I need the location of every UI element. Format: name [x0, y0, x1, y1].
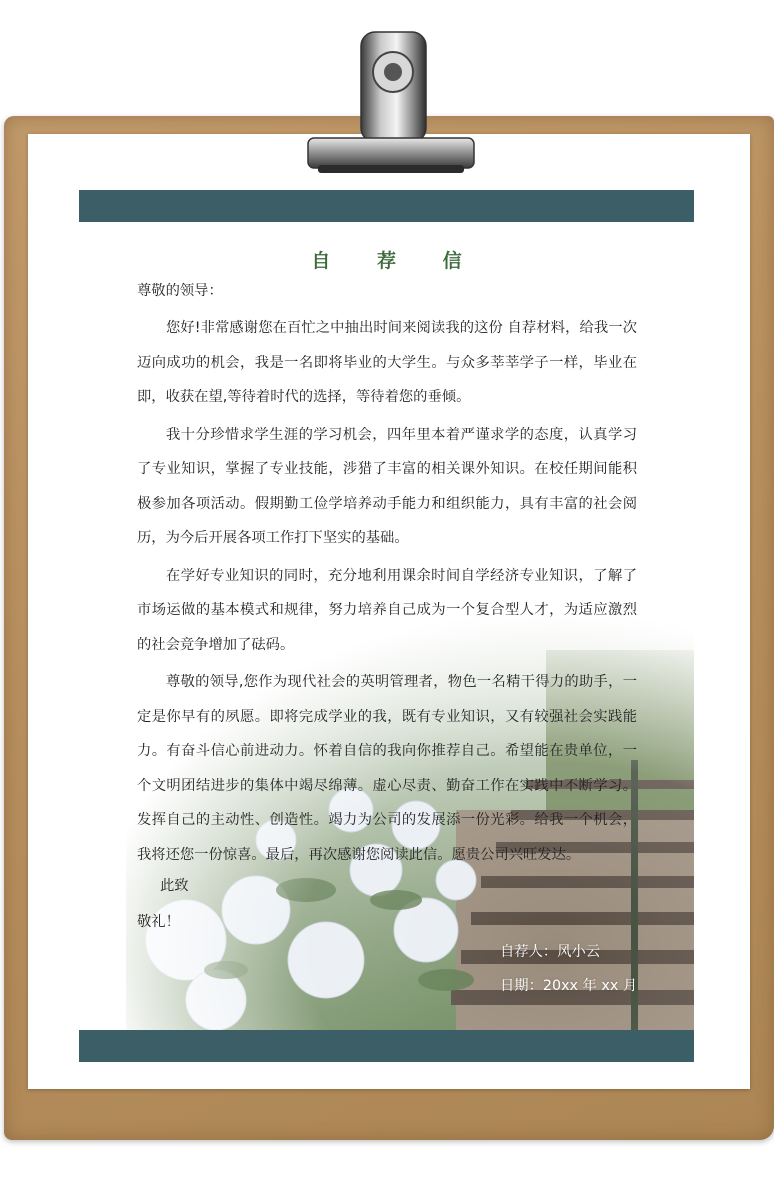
- binder-clip-icon: [296, 20, 486, 180]
- paragraph-3: 在学好专业知识的同时，充分地利用课余时间自学经济专业知识，了解了市场运做的基本模式和规律，努力培养自己成为一个复合型人才，为适应激烈的社会竞争增加了砝码。: [137, 567, 637, 653]
- letter-body: [137, 311, 637, 875]
- closing-line-1: 此致: [160, 878, 189, 894]
- signature-date: 日期：20xx 年 xx 月: [500, 978, 638, 994]
- paragraph-4: 尊敬的领导,您作为现代社会的英明管理者，物色一名精干得力的助手，一定是你早有的夙愿。即将完成学业的我，既有专业知识，又有较强社会实践能力。有奋斗信心前进动力。怀着自信的我向你推荐自己。希望能在贵单位，一个文明团结进步的集体中竭尽绵薄。虚心尽责、勤奋工作在实践中不断学习。发挥自己的主动性、创造性。竭力为公司的发展添一份光彩。给我一个机会，我将还您一份惊喜。最后，再次感谢您阅读此信。愿贵公司兴旺发达。: [137, 674, 637, 863]
- paragraph-2: 我十分珍惜求学生涯的学习机会，四年里本着严谨求学的态度，认真学习了专业知识，掌握了专业技能，涉猎了丰富的相关课外知识。在校任期间能积极参加各项活动。假期勤工俭学培养动手能力和组织能力，具有丰富的社会阅历，为今后开展各项工作打下坚实的基础。: [137, 426, 637, 546]
- paragraph-1: 您好!非常感谢您在百忙之中抽出时间来阅读我的这份 自荐材料，给我一次迈向成功的机会，我是一名即将毕业的大学生。与众多莘莘学子一样，毕业在即，收获在望,等待着时代的选择，等待着您的垂倾。: [137, 320, 637, 405]
- salutation: 尊敬的领导：: [137, 283, 223, 299]
- closing-line-2: 敬礼！: [137, 914, 180, 930]
- signature: 自荐人：风小云: [500, 944, 601, 960]
- bottom-footer-band: [79, 1030, 694, 1062]
- top-header-band: [79, 190, 694, 222]
- letter-title: 自 荐 信: [311, 250, 482, 272]
